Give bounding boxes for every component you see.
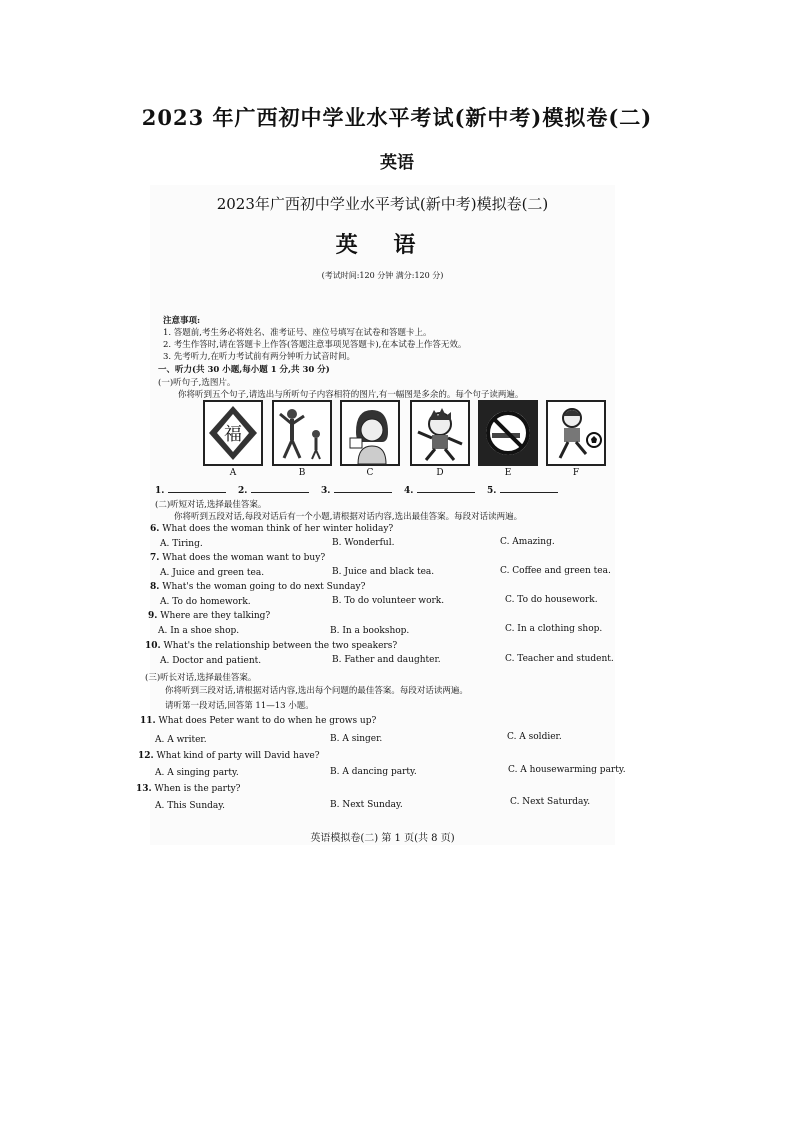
option-a: A. Juice and green tea. (160, 568, 265, 578)
option-c: C. Next Saturday. (510, 797, 591, 807)
document-subject: 英语 (380, 153, 414, 173)
section1-instruction: 你将听到五个句子,请选出与所听句子内容相符的图片,有一幅图是多余的。每个句子读两遍。 (178, 390, 524, 400)
no-smoking-icon (480, 402, 536, 464)
option-c: C. To do housework. (505, 595, 598, 605)
answer-blank: 5. (487, 484, 558, 496)
question: 9. Where are they talking? (148, 611, 271, 621)
picture-label: D (436, 468, 444, 478)
option-a: A. This Sunday. (155, 801, 226, 811)
section1-heading: (一)听句子,选图片。 (158, 378, 236, 388)
option-b: B. To do volunteer work. (332, 596, 445, 606)
section3-subinstruction: 请听第一段对话,回答第 11—13 小题。 (165, 701, 314, 711)
exam-subject: 英 语 (335, 232, 430, 258)
option-b: B. Next Sunday. (330, 800, 403, 810)
option-a: A. In a shoe shop. (158, 626, 240, 636)
picture-c (340, 400, 400, 466)
soccer-boy-icon (548, 402, 604, 464)
answer-blank: 1. (155, 484, 226, 496)
woman-drinking-icon (342, 402, 398, 464)
exam-info: (考试时间:120 分钟 满分:120 分) (321, 271, 444, 280)
section2-heading: (二)听短对话,选择最佳答案。 (155, 500, 267, 510)
note-item: 2. 考生作答时,请在答题卡上作答(答题注意事项见答题卡),在本试卷上作答无效。 (163, 340, 467, 350)
picture-label: E (504, 468, 512, 478)
answer-blank: 3. (321, 484, 392, 496)
answer-blank: 2. (238, 484, 309, 496)
option-a: A. A singing party. (155, 768, 239, 778)
exercising-people-icon (274, 402, 330, 464)
dancing-boy-icon (412, 402, 468, 464)
picture-b (272, 400, 332, 466)
option-b: B. Juice and black tea. (332, 567, 435, 577)
picture-label: B (298, 468, 306, 478)
document-title: 2023 年广西初中学业水平考试(新中考)模拟卷(二) (141, 105, 653, 130)
option-a: A. Doctor and patient. (160, 656, 262, 666)
picture-e (478, 400, 538, 466)
picture-label: F (572, 468, 580, 478)
option-a: A. A writer. (155, 735, 207, 745)
option-c: C. Teacher and student. (505, 654, 614, 664)
option-b: B. A singer. (330, 734, 383, 744)
note-item: 3. 先考听力,在听力考试前有两分钟听力试音时间。 (163, 352, 356, 362)
option-b: B. Father and daughter. (332, 655, 441, 665)
section3-instruction: 你将听到三段对话,请根据对话内容,选出每个问题的最佳答案。每段对话读两遍。 (165, 686, 468, 696)
picture-label: A (229, 468, 237, 478)
answer-blank: 4. (404, 484, 475, 496)
question: 6. What does the woman think of her winter holiday? (150, 524, 394, 534)
option-c: C. A housewarming party. (508, 765, 626, 775)
question: 8. What's the woman going to do next Sunday? (150, 582, 366, 592)
option-c: C. Amazing. (500, 537, 555, 547)
question: 7. What does the woman want to buy? (150, 553, 326, 563)
option-c: C. Coffee and green tea. (500, 566, 611, 576)
picture-d (410, 400, 470, 466)
picture-label: C (366, 468, 374, 478)
question: 12. What kind of party will David have? (138, 751, 320, 761)
page-footer: 英语模拟卷(二) 第 1 页(共 8 页) (310, 833, 455, 844)
option-b: B. A dancing party. (330, 767, 417, 777)
fu-character-icon (205, 402, 261, 464)
picture-f (546, 400, 606, 466)
exam-title: 2023年广西初中学业水平考试(新中考)模拟卷(二) (216, 195, 549, 213)
part1-heading: 一、听力(共 30 小题,每小题 1 分,共 30 分) (158, 365, 330, 375)
section3-heading: (三)听长对话,选择最佳答案。 (145, 673, 257, 683)
option-c: C. In a clothing shop. (505, 624, 603, 634)
section2-instruction: 你将听到五段对话,每段对话后有一个小题,请根据对话内容,选出最佳答案。每段对话读两遍。 (174, 512, 523, 522)
note-item: 1. 答题前,考生务必将姓名、准考证号、座位号填写在试卷和答题卡上。 (163, 328, 432, 338)
option-c: C. A soldier. (507, 732, 562, 742)
option-b: B. In a bookshop. (330, 626, 410, 636)
option-a: A. To do homework. (160, 597, 251, 607)
question: 10. What's the relationship between the two speakers? (145, 641, 398, 651)
question: 13. When is the party? (136, 784, 241, 794)
option-a: A. Tiring. (160, 539, 203, 549)
notes-heading: 注意事项: (163, 316, 201, 326)
option-b: B. Wonderful. (332, 538, 395, 548)
svg-text:福: 福 (224, 424, 242, 445)
question: 11. What does Peter want to do when he grows up? (140, 716, 377, 726)
picture-a (203, 400, 263, 466)
